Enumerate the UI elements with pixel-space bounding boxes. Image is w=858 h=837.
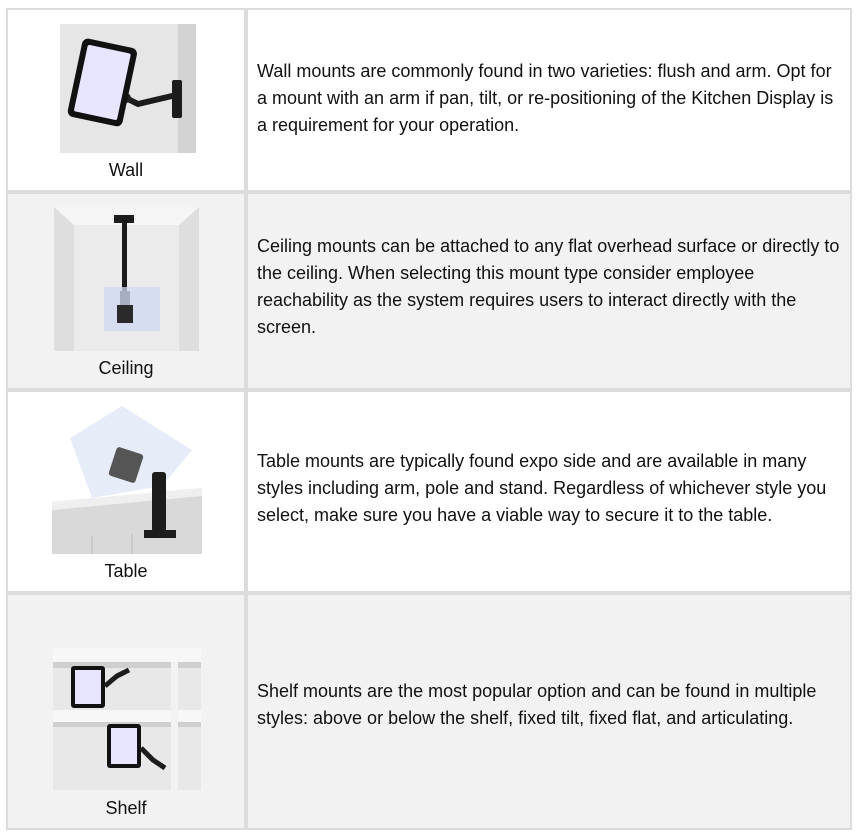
table-mount-image: [52, 406, 202, 554]
table-row-ceiling: [6, 194, 852, 388]
ceiling-mount-image: [54, 207, 199, 351]
shelf-description-cell: [248, 595, 850, 828]
wall-description: Wall mounts are commonly found in two varieties: flush and arm. Opt for a mount with an arm if pan, tilt, or re-positioning of the Kitchen Display is a requirement for your operation.: [257, 60, 834, 135]
mount-types-table: [6, 8, 852, 830]
shelf-mount-image: [53, 648, 201, 790]
table-row-table: [6, 392, 852, 591]
wall-description-cell: [248, 10, 850, 190]
wall-image-cell: [8, 10, 244, 190]
shelf-caption: Shelf: [105, 798, 147, 818]
ceiling-description: Ceiling mounts can be attached to any flat overhead surface or directly to the ceiling. When selecting this mount type consider employee reachability as the system requires users to interact directly with the screen.: [257, 236, 840, 337]
table-caption: Table: [104, 561, 148, 581]
wall-mount-image: [60, 24, 196, 153]
ceiling-image-cell: [8, 194, 244, 388]
wall-caption: Wall: [108, 160, 144, 180]
table-description-cell: [248, 392, 850, 591]
ceiling-caption: Ceiling: [98, 358, 154, 378]
table-image-cell: [8, 392, 244, 591]
shelf-description: Shelf mounts are the most popular option and can be found in multiple styles: above or below the shelf, fixed tilt, fixed flat, and articulating.: [257, 680, 817, 728]
shelf-image-cell: [8, 595, 244, 828]
table-row-wall: [6, 10, 852, 190]
ceiling-description-cell: [248, 194, 850, 388]
table-row-shelf: [6, 595, 852, 828]
table-description: Table mounts are typically found expo side and are available in many styles including arm, pole and stand. Regardless of whichever style you select, make sure you have a viable way to secure it to the table.: [257, 451, 827, 525]
